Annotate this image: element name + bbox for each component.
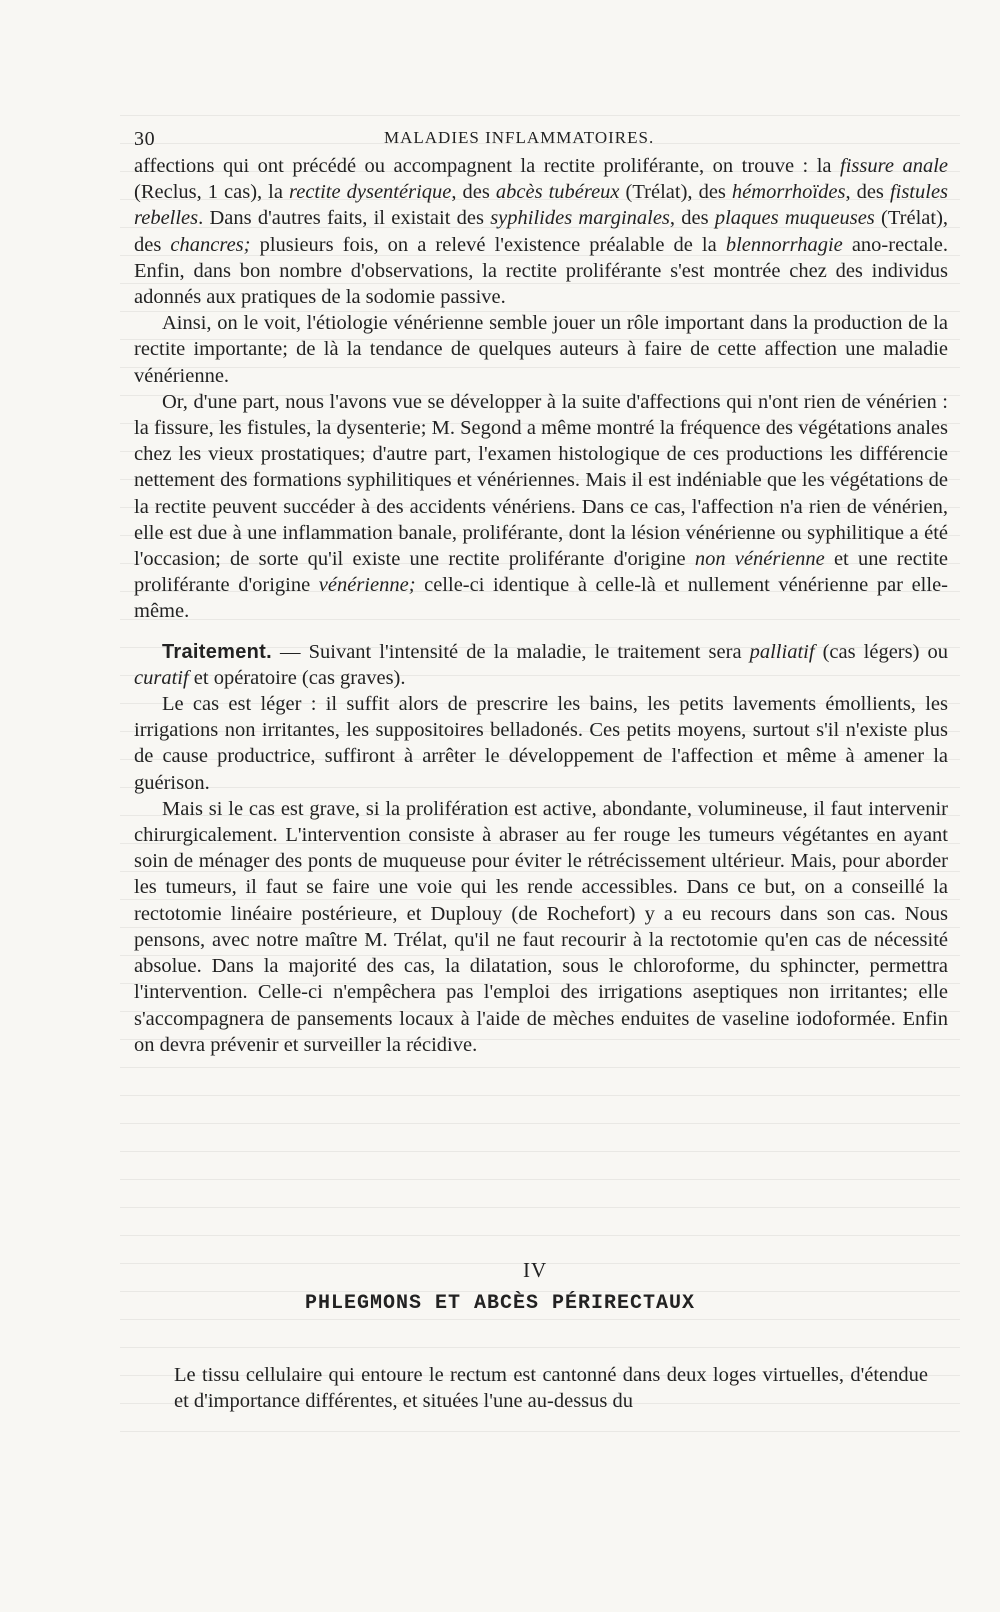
- paragraph-affections: affections qui ont précédé ou accompagnent la rectite proliférante, on trouve : la fissure anale (Reclus, 1 cas), la rectite dysentérique, des abcès tubéreux (Trélat), des hémorrhoïdes, des fistules rebelles. Dans d'autres faits, il existait des syphilides marginales, des plaques muqueuses (Trélat), des chancres; plusieurs fois, on a relevé l'existence préalable de la blennorrhagie ano-rectale. Enfin, dans bon nombre d'observations, la rectite proliférante s'est montrée chez des individus adonnés aux pratiques de la sodomie passive.: [134, 155, 949, 309]
- section-intro: Le tissu cellulaire qui entoure le rectum est cantonné dans deux loges virtuelles, d'étendue et d'importance différentes, et situées l'une au-dessus du: [174, 1363, 928, 1412]
- section-title: PHLEGMONS ET ABCÈS PÉRIRECTAUX: [304, 1292, 696, 1315]
- page-number: 30: [134, 128, 156, 150]
- paragraph-origine: Or, d'une part, nous l'avons vue se développer à la suite d'affections qui n'ont rien de vénérien : la fissure, les fistules, la dysenterie; M. Segond a même montré la fréquence des végétations anales chez les vieux prostatiques; d'autre part, l'examen histologique de ces productions les différencie nettement des formations syphilitiques et vénériennes. Mais il est indéniable que les végétations de la rectite peuvent succéder à des accidents vénériens. Dans ce cas, l'affection n'a rien de vénérien, elle est due à une inflammation banale, proliférante, dont la lésion vénérienne ou syphilitique a été l'occasion; de sorte qu'il existe une rectite proliférante d'origine non vénérienne et une rectite proliférante d'origine vénérienne; celle-ci identique à celle-là et nullement vénérienne par elle-même.: [134, 390, 948, 623]
- paragraph-etiologie: Ainsi, on le voit, l'étiologie vénérienne semble jouer un rôle important dans la production de la rectite importante; de là la tendance de quelques auteurs à faire de cette affection une maladie vénérienne.: [134, 312, 948, 387]
- traitement-heading: Traitement.: [162, 640, 272, 663]
- running-header: [134, 128, 955, 150]
- main-text: [134, 153, 948, 1058]
- running-head-title: MALADIES INFLAMMATOIRES.: [384, 128, 655, 147]
- section-number: IV: [523, 1258, 548, 1282]
- paragraph-traitement: Traitement. — Suivant l'intensité de la maladie, le traitement sera palliatif (cas légers) ou curatif et opératoire (cas graves).: [134, 640, 948, 689]
- paragraph-cas-leger: Le cas est léger : il suffit alors de prescrire les bains, les petits lavements émollients, les irrigations non irritantes, les suppositoires belladonés. Ces petits moyens, surtout s'il n'existe plus de cause productrice, suffiront à arrêter le développement de l'affection et même à amener la guérison.: [134, 693, 948, 794]
- paragraph-cas-grave: Mais si le cas est grave, si la prolifération est active, abondante, volumineuse, il faut intervenir chirurgicalement. L'intervention consiste à abraser au fer rouge les tumeurs végétantes en ayant soin de ménager des ponts de muqueuse pour éviter le rétrécissement ultérieur. Mais, pour aborder les tumeurs, il faut se faire une voie qui les rende accessibles. Dans ce but, on a conseillé la rectotomie linéaire postérieure, et Duplouy (de Rochefort) y a eu recours dans son cas. Nous pensons, avec notre maître M. Trélat, qu'il ne faut recourir à la rectotomie qu'en cas de nécessité absolue. Dans la majorité des cas, la dilatation, sous le chloroforme, du sphincter, permettra l'intervention. Celle-ci n'empêchera pas l'emploi des irrigations aseptiques non irritantes; elle s'accompagnera de pansements locaux à l'aide de mèches enduites de vaseline iodoformée. Enfin on devra prévenir et surveiller la récidive.: [134, 797, 948, 1056]
